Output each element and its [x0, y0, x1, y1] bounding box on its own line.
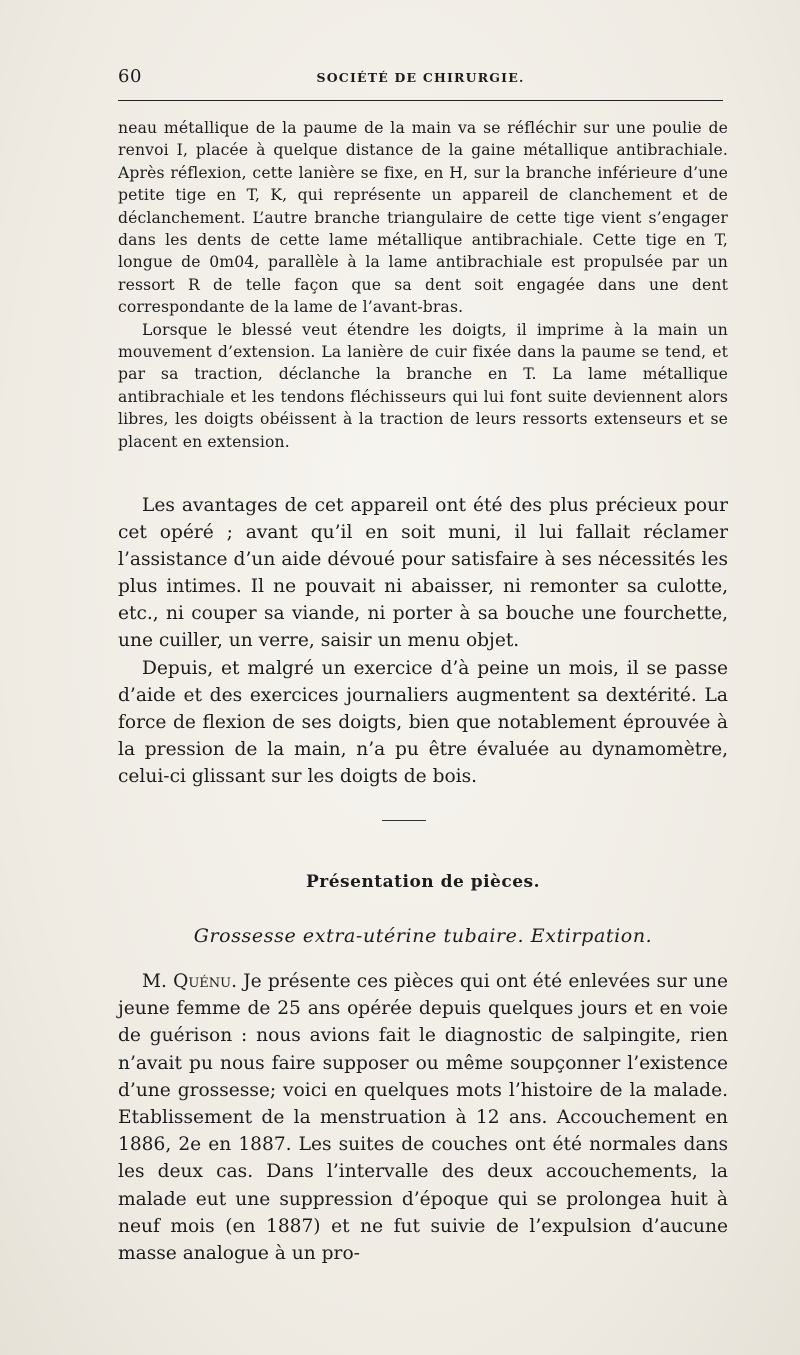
- speaker-name: M. Quénu.: [142, 971, 238, 992]
- section-heading: Présentation de pièces.: [305, 872, 541, 892]
- paragraph: Les avantages de cet appareil ont été des plus précieux pour cet opéré ; avant qu’il en soit muni, il lui fallait réclamer l’assistance d’un aide dévoué pour satisfaire à ses nécessités les plus intimes. Il ne pouvait ni abaisser, ni remonter sa culotte, etc., ni couper sa viande, ni porter à sa bouche une fourchette, une cuiller, un verre, saisir un menu objet.: [118, 495, 728, 652]
- running-title: SOCIÉTÉ DE CHIRURGIE.: [316, 70, 525, 85]
- paragraph: [118, 968, 728, 1267]
- section-separator: [382, 820, 426, 821]
- device-description: [118, 117, 728, 453]
- presentation-text: Je présente ces pièces qui ont été enlevées sur une jeune femme de 25 ans opérée depuis quelques jours et en voie de guérison : nous avions fait le diagnostic de salpingite, rien n’avait pu nous faire supposer ou même soupçonner l’existence d’une grossesse; voici en quelques mots l’histoire de la malade. Etablissement de la menstruation à 12 ans. Accouchement en 1886, 2e en 1887. Les suites de couches ont été normales dans les deux cas. Dans l’intervalle des deux accouchements, la malade eut une suppression d’époque qui se prolongea huit à neuf mois (en 1887) et ne fut suivie de l’expulsion d’aucune masse analogue à un pro-: [118, 971, 728, 1265]
- paragraph: Lorsque le blessé veut étendre les doigts, il imprime à la main un mouvement d’extension. La lanière de cuir fixée dans la paume se tend, et par sa traction, déclanche la branche en T. La lame métallique antibrachiale et les tendons fléchisseurs qui lui font suite deviennent alors libres, les doigts obéissent à la traction de leurs ressorts extenseurs et se placent en extension.: [118, 320, 728, 451]
- page-header: [118, 66, 723, 92]
- benefits-text: [118, 492, 728, 790]
- paragraph: Depuis, et malgré un exercice d’à peine un mois, il se passe d’aide et des exercices journaliers augmentent sa dextérité. La force de flexion de ses doigts, bien que notablement éprouvée à la pression de la main, n’a pu être évaluée au dynamomètre, celui-ci glissant sur les doigts de bois.: [118, 657, 728, 787]
- header-rule: [118, 100, 723, 101]
- paragraph: neau métallique de la paume de la main va se réfléchir sur une poulie de renvoi I, placée à quelque distance de la gaine métallique antibrachiale. Après réflexion, cette lanière se fixe, en H, sur la branche inférieure d’une petite tige en T, K, qui représente un appareil de clanchement et de déclanchement. L’autre branche triangulaire de cette tige vient s’engager dans les dents de cette lame métallique antibrachiale. Cette tige en T, longue de 0m04, parallèle à la lame antibrachiale est propulsée par un ressort R de telle façon que sa dent soit engagée dans une dent correspondante de la lame de l’avant-bras.: [118, 119, 728, 317]
- page-number: 60: [118, 66, 142, 87]
- quenu-presentation: [118, 968, 728, 1267]
- case-title: Grossesse extra-utérine tubaire. Extirpation.: [193, 925, 653, 947]
